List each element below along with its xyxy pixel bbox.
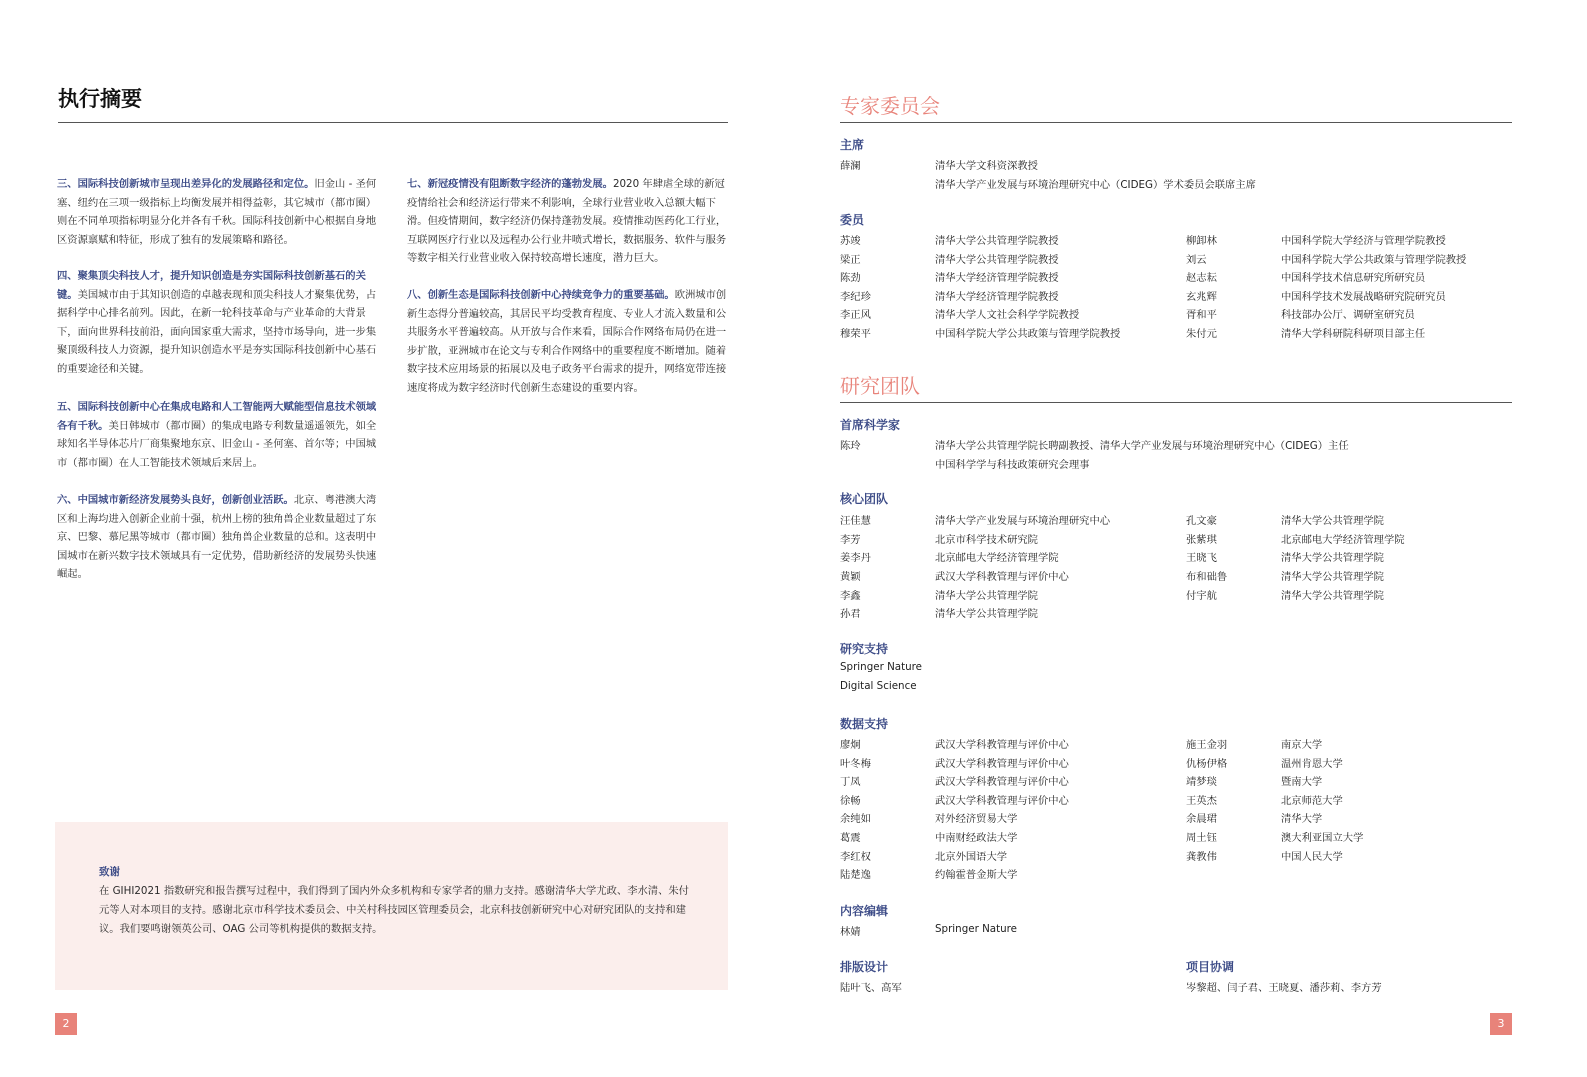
member-name: 玄兆辉 <box>1186 291 1217 303</box>
member-name: 梁正 <box>840 254 861 266</box>
core-member-name: 李芳 <box>840 534 861 546</box>
member-org: 中国科学院大学经济与管理学院教授 <box>1281 235 1446 247</box>
core-member-name: 王晓飞 <box>1186 552 1217 564</box>
data-support-name: 周土钰 <box>1186 832 1217 844</box>
data-support-org: 中南财经政法大学 <box>935 832 1018 844</box>
data-support-org: 约翰霍普金斯大学 <box>935 869 1018 881</box>
content-editor-heading: 内容编辑 <box>840 904 889 918</box>
member-org: 中国科学技术发展战略研究院研究员 <box>1281 291 1446 303</box>
data-support-org: 武汉大学科教管理与评价中心 <box>935 776 1069 788</box>
data-support-org: 武汉大学科教管理与评价中心 <box>935 795 1069 807</box>
data-support-org: 武汉大学科教管理与评价中心 <box>935 758 1069 770</box>
data-support-name: 李红权 <box>840 851 871 863</box>
content-editor-org: Springer Nature <box>935 923 1017 935</box>
research-support-heading: 研究支持 <box>840 642 889 656</box>
summary-paragraph-7: 七、新冠疫情没有阻断数字经济的蓬勃发展。2020 年肆虐全球的新冠疫情给社会和经济运行带来不利影响，全球行业营业收入总额大幅下滑。但疫情期间，数字经济仍保持蓬勃发展。疫情推动医药化工行业，互联网医疗行业以及远程办公行业井喷式增长，数据服务、软件与服务等数字相关行业营业收入保持较高增长速度，潜力巨大。 <box>407 178 727 264</box>
core-member-org: 清华大学公共管理学院 <box>935 608 1038 620</box>
summary-paragraph-3: 三、国际科技创新城市呈现出差异化的发展路径和定位。旧金山 - 圣何塞、纽约在三项一级指标上均衡发展并相得益彰，其它城市（都市圈）则在不同单项指标明显分化并各有千秋。国际科技创新中心根据自身地区资源禀赋和特征，形成了独有的发展策略和路径。 <box>57 178 377 246</box>
research-team-title: 研究团队 <box>840 374 920 398</box>
member-name: 刘云 <box>1186 254 1207 266</box>
member-name: 苏竣 <box>840 235 861 247</box>
member-org: 清华大学公共管理学院教授 <box>935 254 1059 266</box>
member-name: 胥和平 <box>1186 309 1217 321</box>
data-support-name: 廖炯 <box>840 739 861 751</box>
content-editor-name: 林婧 <box>840 926 861 938</box>
core-member-org: 北京邮电大学经济管理学院 <box>1281 534 1405 546</box>
member-org: 中国科学技术信息研究所研究员 <box>1281 272 1426 284</box>
member-name: 穆荣平 <box>840 328 871 340</box>
core-member-org: 清华大学公共管理学院 <box>1281 590 1384 602</box>
member-org: 清华大学科研院科研项目部主任 <box>1281 328 1426 340</box>
left-page-title: 执行摘要 <box>58 86 142 111</box>
layout-design-heading: 排版设计 <box>840 960 889 974</box>
member-name: 柳卸林 <box>1186 235 1217 247</box>
data-support-org: 北京师范大学 <box>1281 795 1343 807</box>
member-name: 李正风 <box>840 309 871 321</box>
research-support-item: Digital Science <box>840 680 917 692</box>
data-support-org: 温州肯恩大学 <box>1281 758 1343 770</box>
acknowledgement-body: 在 GIHI2021 指数研究和报告撰写过程中，我们得到了国内外众多机构和专家学者的鼎力支持。感谢清华大学尤政、李水清、朱付元等人对本项目的支持。感谢北京市科学技术委员会、中关村科技园区管理委员会，北京科技创新研究中心对研究团队的支持和建议。我们要鸣谢领英公司、OAG 公司等机构提供的数据支持。 <box>99 885 689 935</box>
chair-role: 清华大学产业发展与环境治理研究中心（CIDEG）学术委员会联席主席 <box>935 179 1256 191</box>
member-org: 中国科学院大学公共政策与管理学院教授 <box>935 328 1121 340</box>
member-org: 科技部办公厅、调研室研究员 <box>1281 309 1415 321</box>
project-coordination-heading: 项目协调 <box>1186 960 1235 974</box>
expert-committee-title: 专家委员会 <box>840 94 940 118</box>
core-member-name: 张紫琪 <box>1186 534 1217 546</box>
core-member-name: 孔文豪 <box>1186 515 1217 527</box>
data-support-name: 徐畅 <box>840 795 861 807</box>
chief-scientist-role: 清华大学公共管理学院长聘副教授、清华大学产业发展与环境治理研究中心（CIDEG）主任 <box>935 440 1349 452</box>
core-member-org: 清华大学公共管理学院 <box>1281 552 1384 564</box>
chair-name: 薛澜 <box>840 160 861 172</box>
member-org: 中国科学院大学公共政策与管理学院教授 <box>1281 254 1467 266</box>
member-name: 李纪珍 <box>840 291 871 303</box>
data-support-org: 澳大利亚国立大学 <box>1281 832 1364 844</box>
data-support-name: 王英杰 <box>1186 795 1217 807</box>
core-member-name: 布和础鲁 <box>1186 571 1228 583</box>
data-support-name: 陆楚逸 <box>840 869 871 881</box>
team-title-rule <box>840 402 1512 403</box>
core-member-org: 武汉大学科教管理与评价中心 <box>935 571 1069 583</box>
member-org: 清华大学公共管理学院教授 <box>935 235 1059 247</box>
member-name: 陈劲 <box>840 272 861 284</box>
chief-scientist-name: 陈玲 <box>840 440 861 452</box>
data-support-name: 余纯如 <box>840 813 871 825</box>
core-member-org: 清华大学公共管理学院 <box>1281 571 1384 583</box>
project-coordination-names: 岑黎超、闫子君、王晓夏、潘莎莉、李方芳 <box>1186 982 1382 994</box>
chief-scientist-heading: 首席科学家 <box>840 418 901 432</box>
summary-paragraph-4: 四、聚集顶尖科技人才，提升知识创造是夯实国际科技创新基石的关键。美国城市由于其知识创造的卓越表现和顶尖科技人才聚集优势，占据科学中心排名前列。因此，在新一轮科技革命与产业革命的大背景下，面向世界科技前沿，面向国家重大需求，坚持市场导向，进一步集聚顶级科技人力资源，提升知识创造水平是夯实国际科技创新中心基石的重要途径和关键。 <box>57 270 377 375</box>
member-name: 朱付元 <box>1186 328 1217 340</box>
acknowledgement-title: 致谢 <box>99 866 120 878</box>
committee-title-rule <box>840 122 1512 123</box>
left-title-rule <box>58 122 728 123</box>
core-member-org: 北京邮电大学经济管理学院 <box>935 552 1059 564</box>
core-member-name: 李鑫 <box>840 590 861 602</box>
data-support-name: 龚教伟 <box>1186 851 1217 863</box>
data-support-name: 叶冬梅 <box>840 758 871 770</box>
data-support-name: 仇杨伊格 <box>1186 758 1228 770</box>
research-support-item: Springer Nature <box>840 661 922 673</box>
data-support-name: 靖梦琰 <box>1186 776 1217 788</box>
core-member-name: 付宇航 <box>1186 590 1217 602</box>
core-member-org: 清华大学公共管理学院 <box>1281 515 1384 527</box>
core-member-org: 清华大学产业发展与环境治理研究中心 <box>935 515 1111 527</box>
data-support-name: 葛震 <box>840 832 861 844</box>
member-org: 清华大学人文社会科学学院教授 <box>935 309 1080 321</box>
data-support-heading: 数据支持 <box>840 717 889 731</box>
data-support-org: 武汉大学科教管理与评价中心 <box>935 739 1069 751</box>
data-support-org: 北京外国语大学 <box>935 851 1008 863</box>
core-member-name: 孙君 <box>840 608 861 620</box>
chief-scientist-role: 中国科学学与科技政策研究会理事 <box>935 459 1090 471</box>
page-number-right: 3 <box>1490 1013 1512 1035</box>
summary-paragraph-8: 八、创新生态是国际科技创新中心持续竞争力的重要基础。欧洲城市创新生态得分普遍较高，其居民平均受教育程度、专业人才流入数量和公共服务水平普遍较高。从开放与合作来看，国际合作网络布局仍在进一步扩散，亚洲城市在论文与专利合作网络中的重要程度不断增加。随着数字技术应用场景的拓展以及电子政务平台需求的提升，网络宽带连接速度将成为数字经济时代创新生态建设的重要内容。 <box>407 289 727 394</box>
data-support-name: 施王金羽 <box>1186 739 1228 751</box>
data-support-name: 余晨珺 <box>1186 813 1217 825</box>
page-number-left: 2 <box>55 1013 77 1035</box>
chair-heading: 主席 <box>840 138 865 152</box>
member-org: 清华大学经济管理学院教授 <box>935 272 1059 284</box>
core-member-name: 汪佳慧 <box>840 515 871 527</box>
data-support-org: 中国人民大学 <box>1281 851 1343 863</box>
data-support-org: 清华大学 <box>1281 813 1323 825</box>
summary-paragraph-6: 六、中国城市新经济发展势头良好，创新创业活跃。北京、粤港澳大湾区和上海均进入创新企业前十强，杭州上榜的独角兽企业数量超过了东京、巴黎、慕尼黑等城市（都市圈）独角兽企业数量的总和。这表明中国城市在新兴数字技术领域具有一定优势，借助新经济的发展势头快速崛起。 <box>57 494 377 580</box>
data-support-org: 南京大学 <box>1281 739 1323 751</box>
data-support-org: 对外经济贸易大学 <box>935 813 1018 825</box>
core-member-name: 姜李丹 <box>840 552 871 564</box>
members-heading: 委员 <box>840 213 865 227</box>
summary-paragraph-5: 五、国际科技创新中心在集成电路和人工智能两大赋能型信息技术领域各有千秋。美日韩城市（都市圈）的集成电路专利数量遥遥领先，如全球知名半导体芯片厂商集聚地东京、旧金山 - 圣何塞、首尔等；中国城市（都市圈）在人工智能技术领域后来居上。 <box>57 401 377 469</box>
data-support-org: 暨南大学 <box>1281 776 1323 788</box>
core-member-name: 黄颖 <box>840 571 861 583</box>
chair-role: 清华大学文科资深教授 <box>935 160 1038 172</box>
member-org: 清华大学经济管理学院教授 <box>935 291 1059 303</box>
layout-design-names: 陆叶飞、高军 <box>840 982 902 994</box>
core-member-org: 清华大学公共管理学院 <box>935 590 1038 602</box>
core-team-heading: 核心团队 <box>840 492 889 506</box>
core-member-org: 北京市科学技术研究院 <box>935 534 1038 546</box>
data-support-name: 丁凤 <box>840 776 861 788</box>
acknowledgement-box <box>55 822 728 990</box>
member-name: 赵志耘 <box>1186 272 1217 284</box>
